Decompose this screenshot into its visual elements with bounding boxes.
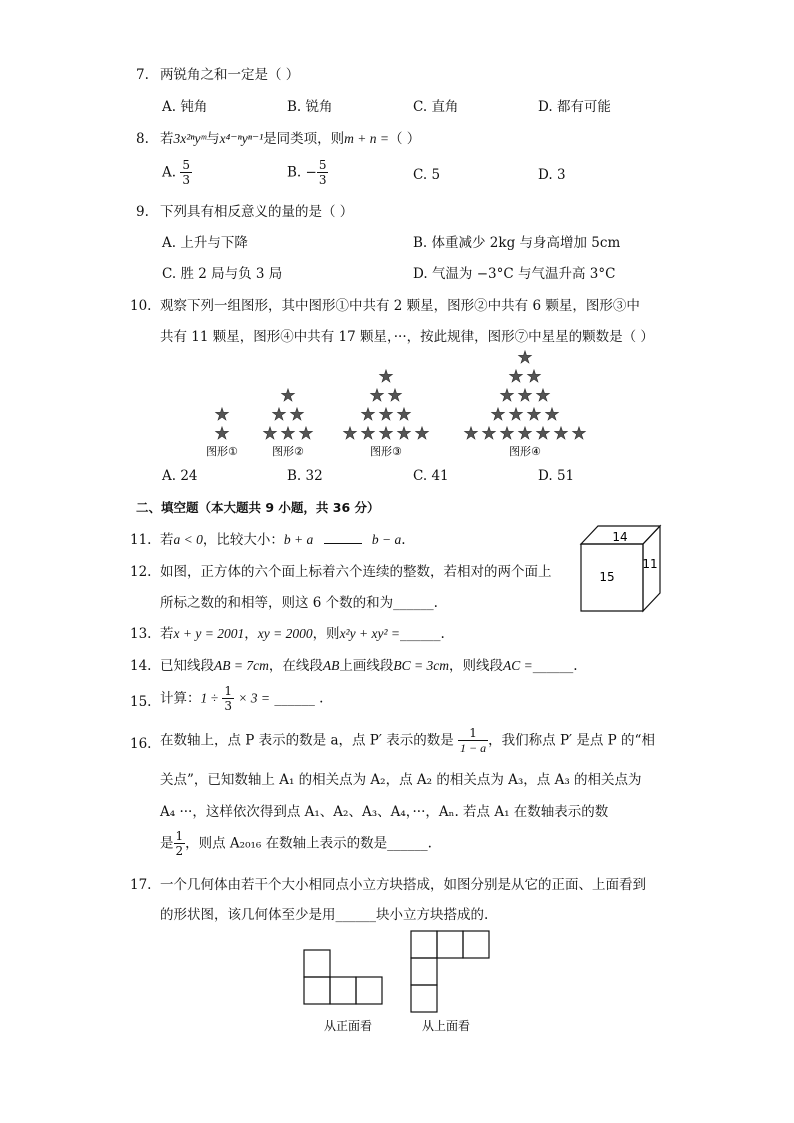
top-view-label: 从上面看	[421, 1019, 471, 1033]
figure-label-1: 图形①	[206, 445, 238, 458]
q11-left: b + a	[283, 532, 314, 547]
option-label: C.	[413, 99, 428, 115]
q16-line4-post: ，则点 A₂₀₁₆ 在数轴上表示的数是______.	[185, 835, 432, 852]
star-icon: ★	[490, 405, 506, 425]
q14-seg4: AC =	[502, 658, 533, 673]
q11-right: b − a	[371, 532, 402, 547]
fraction: $\frac{1}{1 - a}$	[460, 726, 487, 755]
fraction: $\frac{1}{3}$	[224, 684, 232, 713]
option-label: A.	[162, 99, 177, 115]
star-icon: ★	[463, 424, 479, 444]
q8-option-a	[162, 158, 192, 187]
q8-expr: m + n =	[344, 131, 390, 146]
figure-label-2: 图形②	[272, 445, 304, 458]
q16-line1-a: 在数轴上，点 P 表示的数是 a，点 P′ 表示的数是	[160, 732, 454, 749]
q7-option-b	[287, 98, 333, 116]
q13-sep: ，	[244, 626, 258, 642]
star-icon: ★	[214, 405, 230, 425]
option-text: 钝角	[180, 99, 208, 115]
star-icon: ★	[517, 386, 533, 406]
q7-option-c	[413, 98, 458, 116]
option-label: A.	[162, 468, 177, 484]
star-icon: ★	[526, 367, 542, 387]
star-icon: ★	[517, 348, 533, 368]
star-icon: ★	[553, 424, 569, 444]
q9-option-c	[162, 265, 282, 283]
q7-number: 7.	[136, 67, 149, 83]
option-label: C.	[413, 468, 428, 484]
star-icon: ★	[499, 424, 515, 444]
q14-mid2: 上画线段	[339, 658, 394, 674]
option-label: B.	[287, 99, 302, 115]
q12-number: 12.	[130, 564, 152, 580]
option-text: 5	[431, 167, 441, 183]
figure-label-4: 图形④	[509, 445, 541, 458]
q16-number: 16.	[130, 736, 152, 752]
q9-option-d	[413, 265, 615, 283]
q16-line4-pre: 是	[160, 835, 174, 852]
option-text: 气温为 −3°C 与气温升高 3°C	[431, 266, 616, 282]
q13-stem	[160, 625, 445, 643]
q13-pre: 若	[160, 626, 174, 642]
q13-end: ______.	[399, 626, 445, 642]
q11-end: .	[401, 532, 406, 548]
q14-stem	[160, 657, 578, 675]
q8-mid: 与	[206, 131, 220, 147]
q9-option-a	[162, 234, 248, 252]
q13-cond2: xy = 2000	[257, 626, 313, 641]
star-icon: ★	[378, 405, 394, 425]
q14-seg3: BC = 3cm	[393, 658, 449, 673]
q10-option-d	[538, 467, 574, 485]
option-text: 都有可能	[556, 99, 611, 115]
option-text: 胜 2 局与负 3 局	[180, 266, 283, 282]
option-text: 锐角	[305, 99, 333, 115]
minus-sign: −	[305, 164, 317, 181]
q14-seg2: AB	[322, 658, 340, 673]
star-icon: ★	[271, 405, 287, 425]
star-icon: ★	[289, 405, 305, 425]
section-title: 二、填空题（本大题共 9 小题，共 36 分）	[136, 500, 380, 515]
q13-cond1: x + y = 2001	[173, 626, 245, 641]
star-icon: ★	[214, 424, 230, 444]
star-icon: ★	[526, 405, 542, 425]
star-icon: ★	[342, 424, 358, 444]
star-icon: ★	[508, 405, 524, 425]
q15-end: ______ .	[274, 690, 324, 707]
q14-seg1: AB = 7cm	[214, 658, 269, 673]
star-icon: ★	[378, 424, 394, 444]
star-icon: ★	[571, 424, 587, 444]
star-icon: ★	[481, 424, 497, 444]
option-label: A.	[162, 235, 177, 251]
q8-term1: 3x²ⁿyᵐ	[173, 131, 207, 146]
star-icon: ★	[378, 367, 394, 387]
q14-pre: 已知线段	[160, 658, 214, 674]
star-icon: ★	[535, 424, 551, 444]
q16-line1-b: ，我们称点 P′ 是点 P 的“相	[488, 732, 655, 749]
star-icon: ★	[508, 367, 524, 387]
q8-number: 8.	[136, 131, 149, 147]
option-label: D.	[413, 266, 428, 282]
cube-right-label: 11	[642, 557, 658, 571]
option-label: D.	[538, 167, 553, 183]
option-text: 3	[556, 167, 566, 183]
q10-star-figures	[190, 348, 610, 464]
option-label: B.	[413, 235, 428, 251]
q8-term2: x⁴⁻ⁿyⁿ⁻¹	[219, 131, 264, 146]
star-icon: ★	[396, 424, 412, 444]
fraction: $\frac{5}{3}$	[318, 158, 327, 187]
option-text: 41	[431, 468, 449, 484]
option-label: A.	[162, 164, 177, 181]
q17-number: 17.	[130, 877, 152, 893]
q8-post: 是同类项，则	[263, 131, 345, 147]
q14-mid: ，在线段	[268, 658, 323, 674]
star-icon: ★	[414, 424, 430, 444]
option-text: 直角	[431, 99, 459, 115]
front-view-label: 从正面看	[323, 1019, 373, 1033]
q8-option-d	[538, 166, 566, 184]
star-icon: ★	[535, 386, 551, 406]
q16-line2: 关点”，已知数轴上 A₁ 的相关点为 A₂，点 A₂ 的相关点为 A₃，点 A₃ 的相关点为	[160, 772, 642, 788]
option-label: C.	[162, 266, 177, 282]
q11-number: 11.	[130, 532, 152, 548]
q15-expr-a: 1 ÷	[200, 690, 219, 706]
star-icon: ★	[360, 424, 376, 444]
option-label: B.	[287, 468, 302, 484]
q13-number: 13.	[130, 626, 152, 642]
q8-stem	[160, 130, 420, 148]
q10-option-b	[287, 467, 323, 485]
q11-stem	[160, 531, 406, 549]
q10-option-a	[162, 467, 198, 485]
q15-pre: 计算：	[160, 690, 201, 707]
q11-pre: 若	[160, 532, 174, 548]
q7-option-d	[538, 98, 611, 116]
q10-line1: 观察下列一组图形，其中图形①中共有 2 颗星，图形②中共有 6 颗星，图形③中	[160, 298, 640, 314]
q12-cube-figure	[578, 521, 668, 617]
option-text: 51	[556, 468, 575, 484]
q8-option-b	[287, 158, 328, 187]
q10-line2: 共有 11 颗星，图形④中共有 17 颗星，···，按此规律，图形⑦中星星的颗数是（ ）	[160, 329, 654, 345]
option-text: 体重减少 2kg 与身高增加 5cm	[431, 235, 621, 251]
star-icon: ★	[280, 424, 296, 444]
star-icon: ★	[544, 405, 560, 425]
star-icon: ★	[499, 386, 515, 406]
q10-option-c	[413, 467, 449, 485]
q8-end: （ ）	[389, 131, 421, 147]
q8-option-c	[413, 166, 440, 184]
star-icon: ★	[396, 405, 412, 425]
fraction: $\frac{1}{2}$	[175, 829, 184, 858]
q9-option-b	[413, 234, 620, 252]
star-icon: ★	[387, 386, 403, 406]
q16-line3: A₄ ···，这样依次得到点 A₁、A₂、A₃、A₄，···，Aₙ. 若点 A₁ 在数轴表示的数	[160, 804, 609, 820]
star-icon: ★	[262, 424, 278, 444]
q12-line1: 如图，正方体的六个面上标着六个连续的整数，若相对的两个面上	[160, 564, 552, 580]
q16-line1	[160, 726, 655, 755]
cube-front-label: 15	[599, 570, 615, 584]
q15-stem	[160, 684, 323, 713]
fraction: $\frac{5}{3}$	[182, 158, 190, 187]
q15-expr-b: × 3 =	[238, 690, 271, 706]
star-icon: ★	[360, 405, 376, 425]
q9-number: 9.	[136, 204, 149, 220]
q11-mid: ，比较大小：	[202, 532, 284, 548]
option-text: 24	[180, 468, 198, 484]
option-label: D.	[538, 99, 553, 115]
star-icon: ★	[517, 424, 533, 444]
answer-blank[interactable]	[324, 531, 362, 544]
option-label: B.	[287, 164, 302, 181]
q14-end: ______.	[532, 658, 578, 674]
q17-line2: 的形状图，该几何体至少是用______块小立方块搭成的.	[160, 907, 489, 923]
figure-label-3: 图形③	[370, 445, 402, 458]
star-icon: ★	[298, 424, 314, 444]
front-view	[304, 950, 382, 1004]
cube-top-label: 14	[612, 530, 628, 544]
q15-number: 15.	[130, 694, 152, 710]
q14-number: 14.	[130, 658, 152, 674]
q14-mid3: ，则线段	[448, 658, 503, 674]
star-icon: ★	[369, 386, 385, 406]
q7-stem: 两锐角之和一定是（ ）	[160, 67, 300, 83]
option-label: C.	[413, 167, 428, 183]
q13-expr: x²y + xy² =	[339, 626, 400, 641]
q10-number: 10.	[130, 298, 152, 314]
q11-cond: a < 0	[173, 532, 203, 547]
q16-line4	[160, 829, 432, 858]
star-icon: ★	[280, 386, 296, 406]
option-label: D.	[538, 468, 553, 484]
q17-views-figure	[298, 926, 498, 1036]
q12-line2: 所标之数的和相等，则这 6 个数的和为______.	[160, 595, 438, 611]
q7-option-a	[162, 98, 207, 116]
q17-line1: 一个几何体由若干个大小相同点小立方块搭成，如图分别是从它的正面、上面看到	[160, 877, 646, 893]
q13-mid: ，则	[312, 626, 340, 642]
q9-stem: 下列具有相反意义的量的是（ ）	[160, 204, 354, 220]
option-text: 32	[305, 468, 323, 484]
q8-pre: 若	[160, 131, 174, 147]
option-text: 上升与下降	[180, 235, 248, 251]
top-view	[411, 931, 489, 1012]
